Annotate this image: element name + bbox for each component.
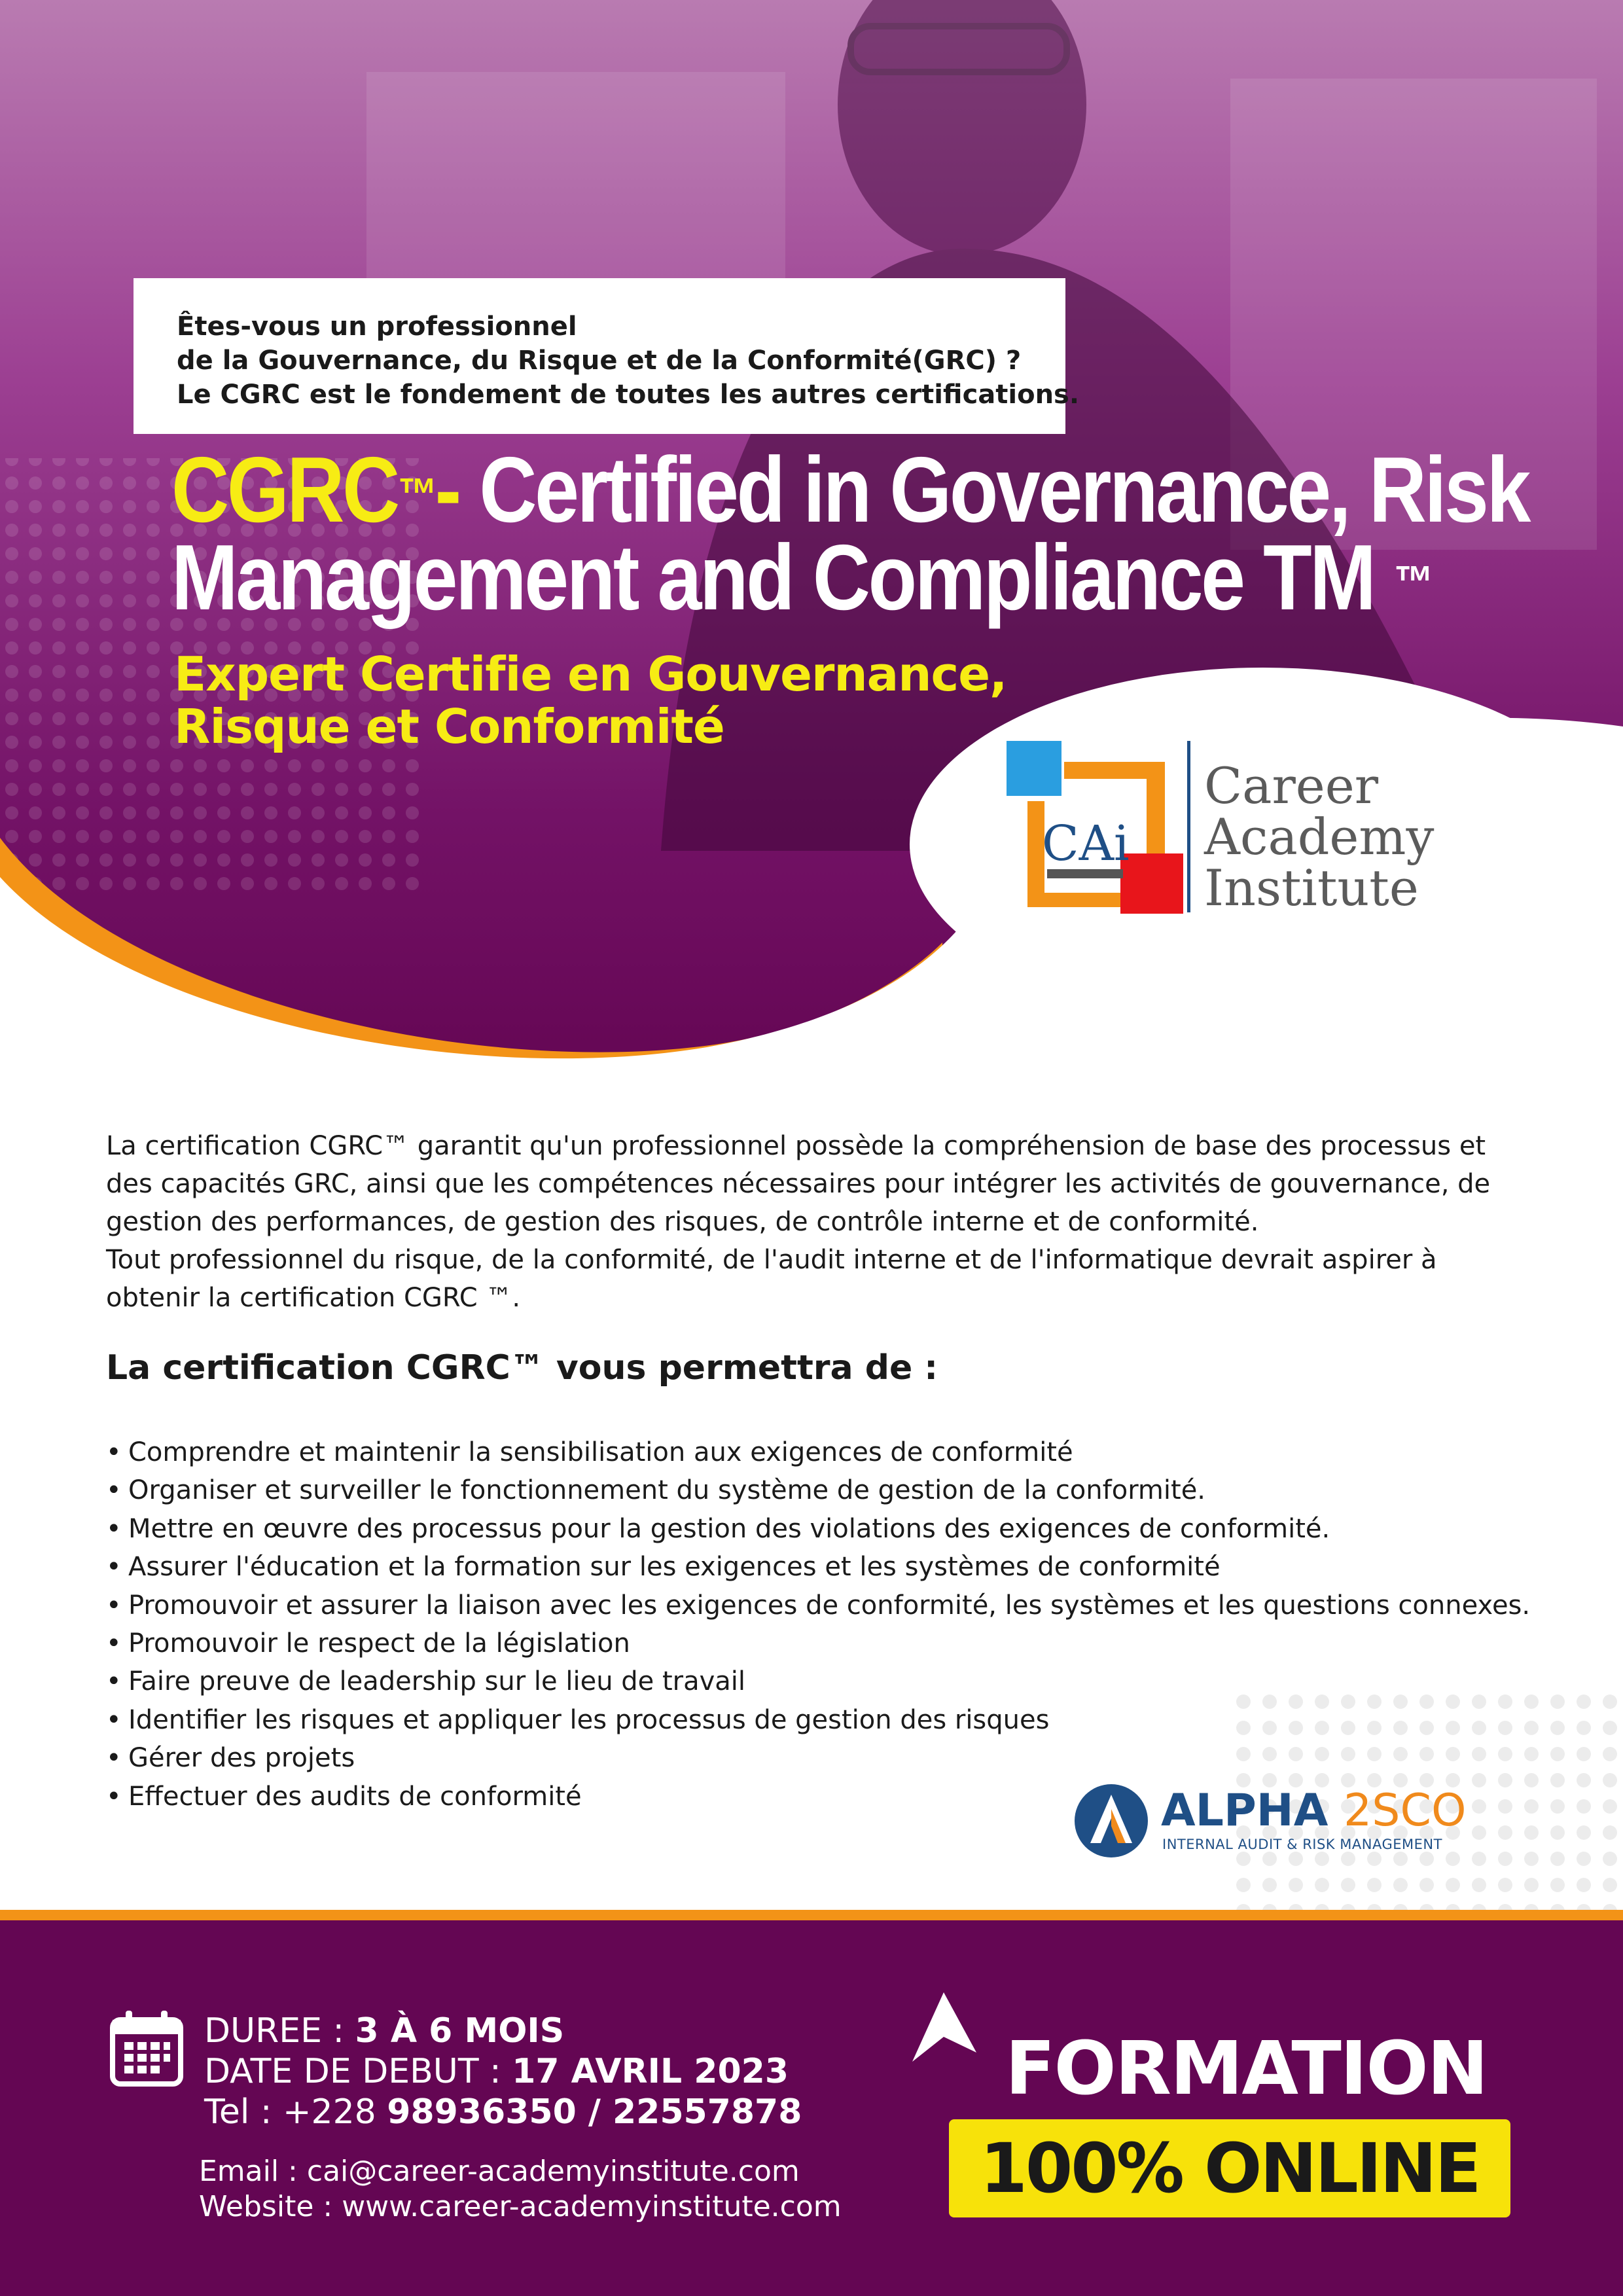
benefits-heading: La certification CGRC™ vous permettra de : bbox=[106, 1348, 938, 1388]
cai-divider bbox=[1187, 741, 1190, 912]
list-item: • Promouvoir et assurer la liaison avec les exigences de conformité, les systèmes et les questions connexes. bbox=[106, 1587, 1546, 1624]
formation-label: FORMATION bbox=[1005, 2026, 1488, 2111]
title-dash: - bbox=[435, 438, 480, 542]
alpha-logo bbox=[1073, 1783, 1479, 1861]
list-item: • Organiser et surveiller le fonctionnement du système de gestion de la conformité. bbox=[106, 1471, 1546, 1509]
title-line-2: Management and Compliance TM ™ bbox=[171, 526, 1431, 630]
list-item: • Assurer l'éducation et la formation sur les exigences et les systèmes de conformité bbox=[106, 1548, 1546, 1586]
phone-line: Tel : +228 98936350 / 22557878 bbox=[204, 2092, 802, 2132]
phone-value: 98936350 / 22557878 bbox=[387, 2092, 802, 2132]
description-paragraph-2: Tout professionnel du risque, de la conformité, de l'audit interne et de l'informatique devrait aspirer à obtenir la certification CGRC ™. bbox=[106, 1245, 1437, 1313]
title-acronym-tm: ™ bbox=[397, 469, 435, 520]
duration-line: DUREE : 3 À 6 MOIS bbox=[204, 2011, 565, 2051]
subtitle-line-2: Risque et Conformité bbox=[174, 699, 724, 754]
cai-logo bbox=[1001, 736, 1459, 919]
start-date-line: DATE DE DEBUT : 17 AVRIL 2023 bbox=[204, 2052, 789, 2091]
list-item: • Comprendre et maintenir la sensibilisation aux exigences de conformité bbox=[106, 1433, 1546, 1471]
alpha-tagline: INTERNAL AUDIT & RISK MANAGEMENT bbox=[1162, 1837, 1442, 1852]
arrow-pointer-icon bbox=[910, 1990, 982, 2068]
title-line-2-tm: ™ bbox=[1394, 556, 1431, 607]
description-paragraph-1: La certification CGRC™ garantit qu'un professionnel possède la compréhension de base des processus et des capacités GRC, ainsi que les compétences nécessaires pour intégrer les activités de gouvernance, de gestion des performances, de gestion des risques, de contrôle interne et de conformité. bbox=[106, 1131, 1491, 1237]
cai-monogram: CAi bbox=[1042, 816, 1130, 872]
list-item: • Promouvoir le respect de la législation bbox=[106, 1624, 1546, 1662]
list-item: • Identifier les risques et appliquer les processus de gestion des risques bbox=[106, 1701, 1546, 1739]
list-item: • Faire preuve de leadership sur le lieu de travail bbox=[106, 1662, 1546, 1700]
cai-name-line-3: Institute bbox=[1204, 859, 1419, 917]
title-line-1 bbox=[171, 438, 1529, 542]
subtitle bbox=[174, 648, 1007, 753]
course-info bbox=[204, 2011, 802, 2132]
cai-name-line-1: Career bbox=[1204, 757, 1379, 815]
list-item: • Effectuer des audits de conformité bbox=[106, 1778, 1546, 1816]
start-date-value: 17 AVRIL 2023 bbox=[512, 2052, 789, 2091]
title-rest: Certified in Governance, Risk bbox=[479, 438, 1529, 542]
duration-value: 3 À 6 MOIS bbox=[355, 2011, 565, 2051]
cai-logo-mark bbox=[1001, 736, 1198, 919]
online-badge bbox=[949, 2119, 1510, 2217]
online-label: 100% ONLINE bbox=[980, 2128, 1480, 2208]
title-acronym: CGRC bbox=[171, 438, 398, 542]
description bbox=[106, 1127, 1522, 1317]
intro-line-1: Êtes-vous un professionnel bbox=[177, 312, 577, 342]
email-line: Email : cai@career-academyinstitute.com bbox=[199, 2155, 800, 2188]
website-line: Website : www.career-academyinstitute.com bbox=[199, 2190, 842, 2223]
page-title bbox=[171, 438, 1529, 630]
cai-name-line-2: Academy bbox=[1204, 808, 1435, 866]
alpha-logo-icon bbox=[1073, 1783, 1149, 1859]
list-item: • Gérer des projets bbox=[106, 1739, 1546, 1777]
intro-line-3: Le CGRC est le fondement de toutes les autres certifications. bbox=[177, 380, 1080, 410]
list-item: • Mettre en œuvre des processus pour la gestion des violations des exigences de conformité. bbox=[106, 1510, 1546, 1548]
calendar-icon bbox=[110, 2009, 183, 2087]
intro-box bbox=[134, 278, 1080, 434]
subtitle-line-1: Expert Certifie en Gouvernance, bbox=[174, 647, 1007, 702]
intro-line-2: de la Gouvernance, du Risque et de la Conformité(GRC) ? bbox=[177, 346, 1022, 376]
alpha-brand-suffix: 2SCO bbox=[1344, 1785, 1467, 1837]
alpha-brand: ALPHA 2SCO bbox=[1161, 1785, 1467, 1837]
